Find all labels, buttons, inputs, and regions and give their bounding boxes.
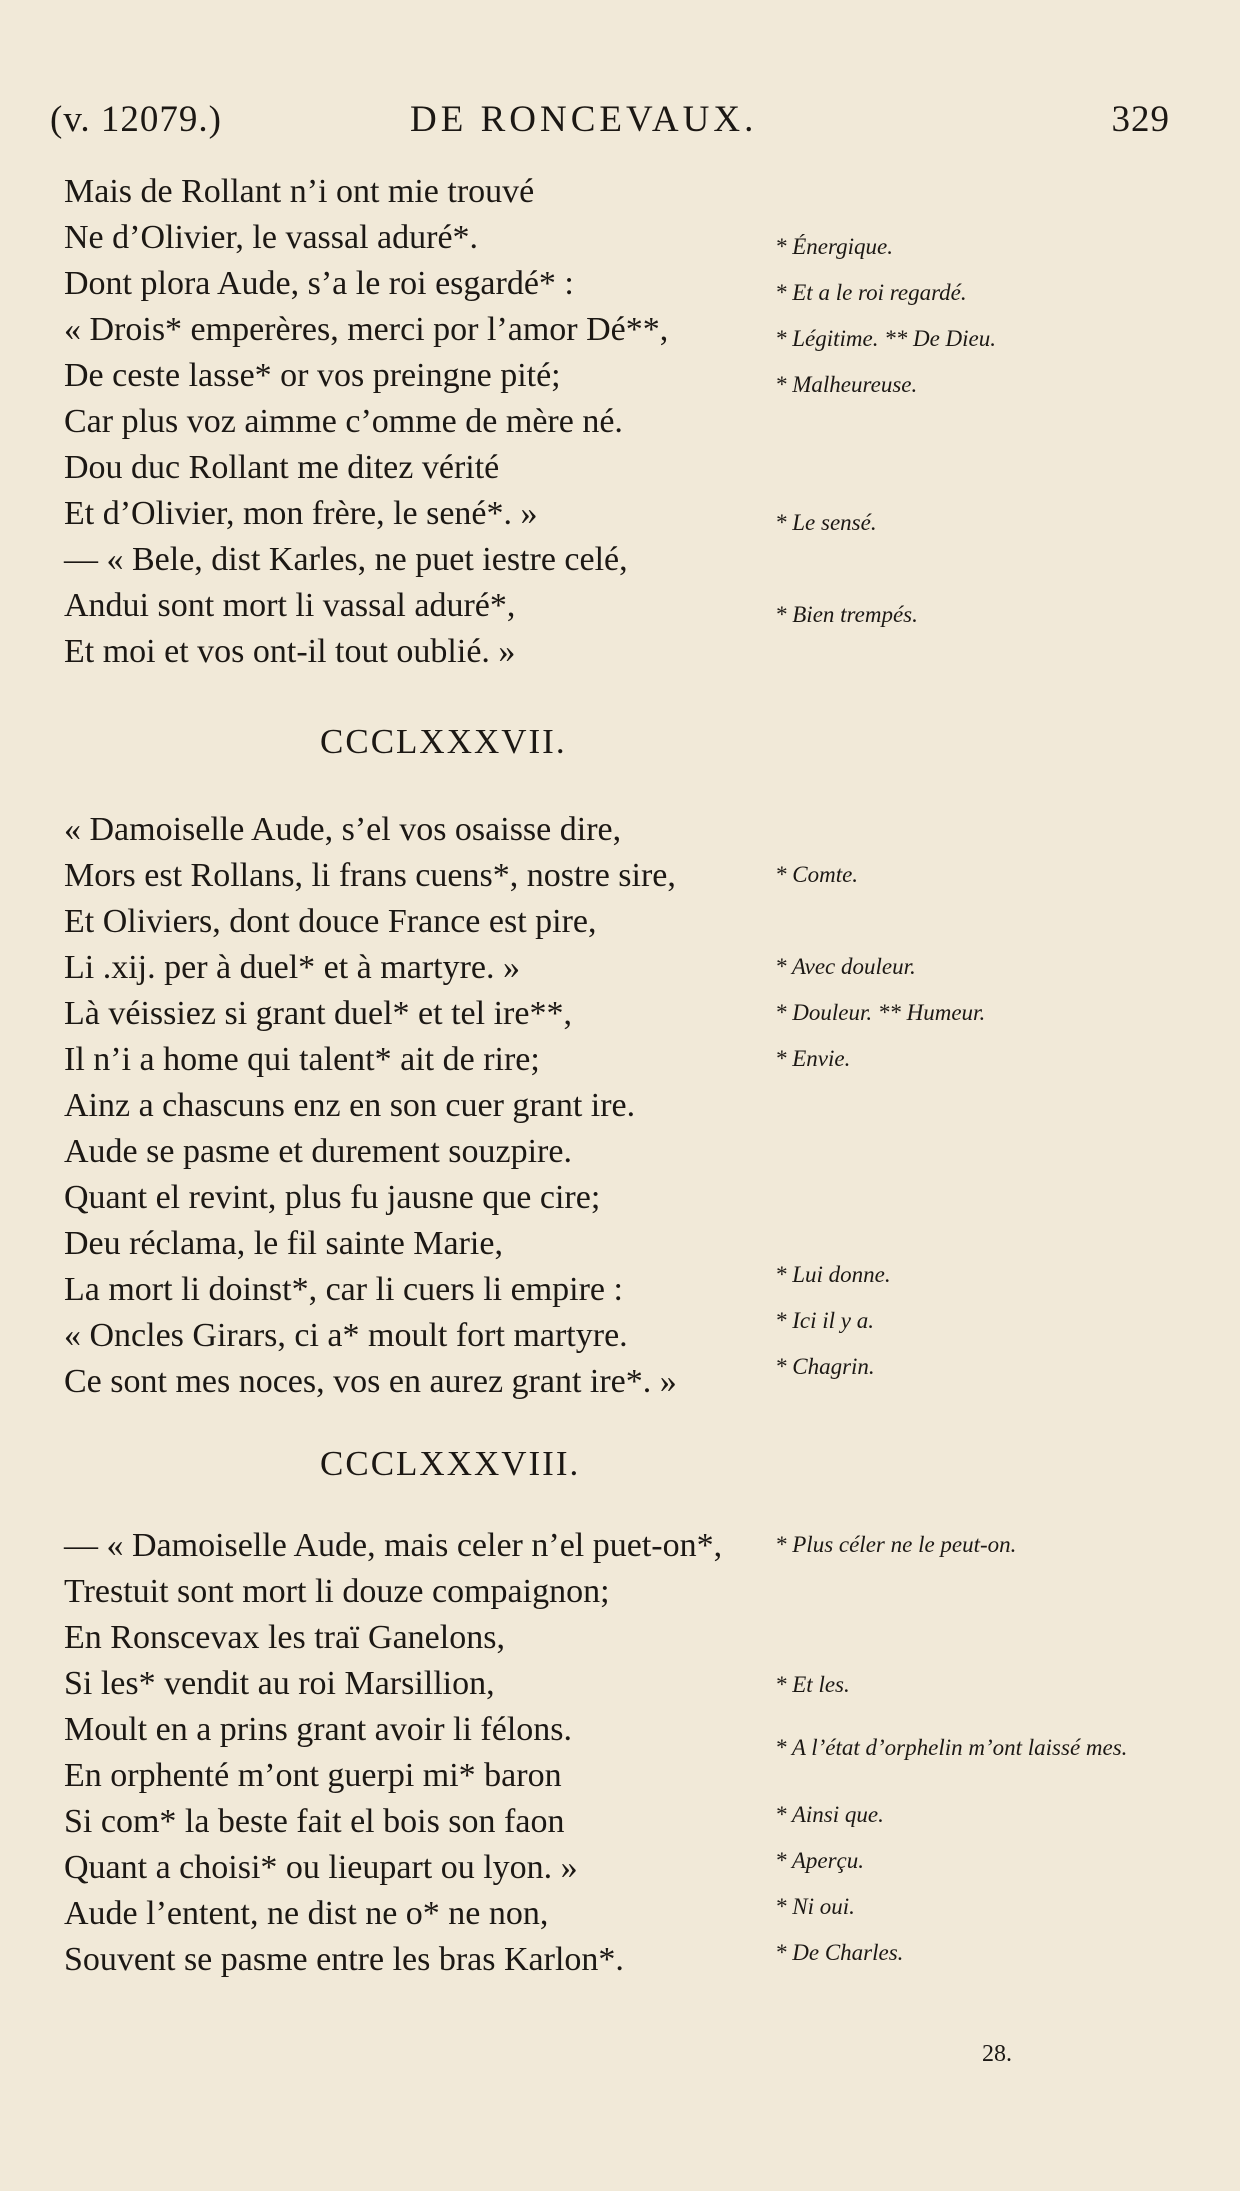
footnote-gloss: * Douleur. ** Humeur. (775, 1000, 986, 1025)
verse-line: En Ronscevax les traï Ganelons, (64, 1619, 505, 1656)
footnote-gloss: * Aperçu. (775, 1848, 865, 1873)
verse-line: Ce sont mes noces, vos en aurez grant ire*. » (64, 1363, 677, 1400)
signature-mark: 28. (982, 2041, 1012, 2067)
footnote-gloss: * Bien trempés. (775, 602, 918, 627)
footnote-gloss: * Envie. (775, 1046, 851, 1071)
verse-line: Li .xij. per à duel* et à martyre. » (64, 949, 520, 986)
verse-line: Mais de Rollant n’i ont mie trouvé (64, 173, 535, 210)
footnote-gloss: * Ainsi que. (775, 1802, 884, 1827)
stanza-heading: CCCLXXXVIII. (320, 1444, 581, 1483)
verse-line: Et d’Olivier, mon frère, le sené*. » (64, 495, 538, 532)
footnote-gloss: * Légitime. ** De Dieu. (775, 326, 997, 351)
verse-line: Deu réclama, le fil sainte Marie, (64, 1225, 503, 1262)
footnote-gloss: * Comte. (775, 862, 859, 887)
verse-line: Et Oliviers, dont douce France est pire, (64, 903, 597, 940)
footnote-gloss: * Chagrin. (775, 1354, 875, 1379)
footnote-gloss: * Le sensé. (775, 510, 877, 535)
verse-line: Dont plora Aude, s’a le roi esgardé* : (64, 265, 574, 302)
verse-line: « Damoiselle Aude, s’el vos osaisse dire, (64, 811, 622, 848)
footnote-gloss: * Ici il y a. (775, 1308, 874, 1333)
verse-line: La mort li doinst*, car li cuers li empire : (64, 1271, 623, 1308)
verse-line: Si les* vendit au roi Marsillion, (64, 1665, 495, 1702)
verse-line: Il n’i a home qui talent* ait de rire; (64, 1041, 540, 1078)
running-header (50, 98, 1190, 148)
verse-line: Là véissiez si grant duel* et tel ire**, (64, 995, 572, 1032)
page-number: 329 (1111, 99, 1170, 140)
footnote-gloss: * Lui donne. (775, 1262, 891, 1287)
footnote-gloss: * Et a le roi regardé. (775, 280, 967, 305)
verse-line: « Oncles Girars, ci a* moult fort martyre. (64, 1317, 628, 1354)
verse-range: (v. 12079.) (50, 99, 222, 140)
verse-line: Si com* la beste fait el bois son faon (64, 1803, 565, 1840)
verse-line: Mors est Rollans, li frans cuens*, nostre sire, (64, 857, 676, 894)
running-title: DE RONCEVAUX. (410, 99, 758, 140)
footnote-gloss: * Énergique. (775, 234, 893, 259)
verse-line: « Drois* emperères, merci por l’amor Dé**, (64, 311, 669, 348)
verse-line: Souvent se pasme entre les bras Karlon*. (64, 1941, 624, 1978)
verse-line: Trestuit sont mort li douze compaignon; (64, 1573, 610, 1610)
verse-line: — « Damoiselle Aude, mais celer n’el puet-on*, (64, 1527, 723, 1564)
footnote-gloss: * Malheureuse. (775, 372, 918, 397)
footnote-gloss: * Plus céler ne le peut-on. (775, 1532, 1017, 1557)
verse-line: Ne d’Olivier, le vassal aduré*. (64, 219, 479, 256)
footnote-gloss: * Ni oui. (775, 1894, 855, 1919)
footnote-gloss: * A l’état d’orphelin m’ont laissé mes. (775, 1735, 1128, 1760)
footnote-gloss: * Avec douleur. (775, 954, 916, 979)
verse-line: Aude se pasme et durement souzpire. (64, 1133, 572, 1170)
verse-line: Andui sont mort li vassal aduré*, (64, 587, 516, 624)
verse-line: Dou duc Rollant me ditez vérité (64, 449, 500, 486)
verse-line: — « Bele, dist Karles, ne puet iestre celé, (64, 541, 628, 578)
verse-line: Aude l’entent, ne dist ne o* ne non, (64, 1895, 549, 1932)
verse-line: Quant a choisi* ou lieupart ou lyon. » (64, 1849, 578, 1886)
verse-line: Et moi et vos ont-il tout oublié. » (64, 633, 516, 670)
verse-line: Moult en a prins grant avoir li félons. (64, 1711, 573, 1748)
verse-line: De ceste lasse* or vos preingne pité; (64, 357, 561, 394)
verse-line: Quant el revint, plus fu jausne que cire; (64, 1179, 601, 1216)
footnote-gloss: * Et les. (775, 1672, 850, 1697)
verse-line: En orphenté m’ont guerpi mi* baron (64, 1757, 562, 1794)
stanza-heading: CCCLXXXVII. (320, 722, 567, 761)
verse-line: Ainz a chascuns enz en son cuer grant ire. (64, 1087, 636, 1124)
verse-line: Car plus voz aimme c’omme de mère né. (64, 403, 623, 440)
footnote-gloss: * De Charles. (775, 1940, 904, 1965)
